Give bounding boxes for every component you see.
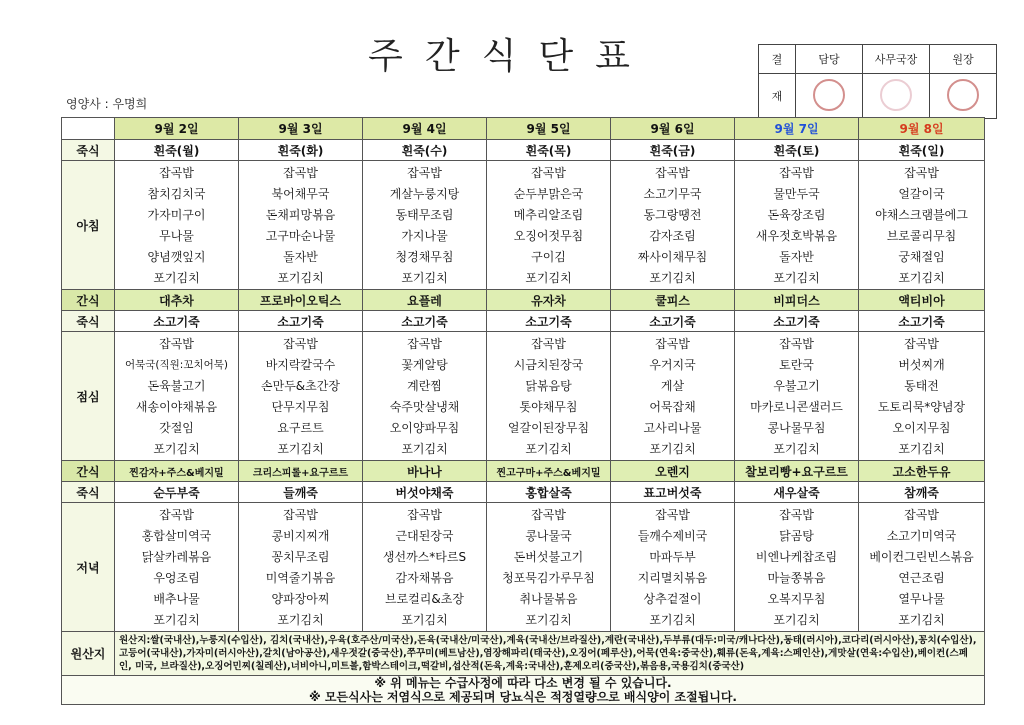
approval-role: 담당	[796, 45, 863, 74]
approval-label-top: 결	[759, 45, 796, 74]
menu-item: 갓절임	[159, 421, 194, 435]
menu-item: 바지락칼국수	[265, 358, 336, 372]
menu-item: 들깨수제비국	[637, 529, 708, 543]
menu-cell	[487, 332, 611, 461]
menu-item: 브로콜리무침	[886, 229, 957, 243]
menu-item: 잡곡밥	[407, 508, 442, 522]
notice-line: ※ 모든식사는 저염식으로 제공되며 당뇨식은 적정열량으로 배식양이 조절됩니다.	[308, 690, 737, 704]
menu-item: 포기김치	[649, 613, 696, 627]
menu-cell	[115, 332, 239, 461]
menu-item: 잡곡밥	[779, 508, 814, 522]
breakfast-row	[62, 161, 985, 290]
menu-item: 버섯찌개	[898, 358, 945, 372]
menu-item: 돌자반	[779, 250, 814, 264]
menu-item: 꽁치무조림	[271, 550, 330, 564]
menu-item: 배추나물	[153, 592, 200, 606]
juk-cell: 흰죽(목)	[487, 140, 611, 161]
menu-cell	[363, 161, 487, 290]
afternoon-snack-row	[62, 461, 985, 482]
signature-cell	[796, 74, 863, 119]
snack-cell: 고소한두유	[859, 461, 985, 482]
menu-item: 잡곡밥	[407, 337, 442, 351]
menu-cell	[611, 332, 735, 461]
menu-item: 오이지무침	[892, 421, 951, 435]
menu-item: 고구마순나물	[265, 229, 336, 243]
menu-item: 포기김치	[898, 271, 945, 285]
notice-row	[62, 676, 985, 705]
menu-item: 숙주맛살냉채	[389, 400, 460, 414]
menu-item: 돈채피망볶음	[265, 208, 336, 222]
menu-item: 잡곡밥	[655, 166, 690, 180]
menu-item: 메추리알조림	[513, 208, 584, 222]
snack-cell: 비피더스	[735, 290, 859, 311]
snack-cell: 요플레	[363, 290, 487, 311]
stamp-icon	[880, 79, 912, 111]
menu-cell	[487, 503, 611, 632]
stamp-icon	[947, 79, 979, 111]
approval-label-bottom: 재	[759, 74, 796, 119]
weekly-menu-table	[61, 117, 985, 705]
menu-item: 잡곡밥	[159, 337, 194, 351]
menu-item: 구이김	[531, 250, 566, 264]
menu-item: 돌자반	[283, 250, 318, 264]
menu-item: 포기김치	[277, 271, 324, 285]
menu-item: 잡곡밥	[531, 337, 566, 351]
menu-item: 잡곡밥	[159, 166, 194, 180]
menu-item: 무나물	[159, 229, 194, 243]
menu-item: 소고기무국	[643, 187, 702, 201]
juk-cell: 표고버섯죽	[611, 482, 735, 503]
menu-item: 청경채무침	[395, 250, 454, 264]
juk-cell: 흰죽(화)	[239, 140, 363, 161]
row-label: 원산지	[62, 632, 115, 676]
juk-cell: 들깨죽	[239, 482, 363, 503]
menu-item: 동그랑땡전	[643, 208, 702, 222]
menu-item: 토란국	[779, 358, 814, 372]
menu-item: 포기김치	[525, 613, 572, 627]
snack-cell: 바나나	[363, 461, 487, 482]
menu-item: 포기김치	[773, 442, 820, 456]
menu-item: 순두부맑은국	[513, 187, 584, 201]
juk-cell: 흰죽(수)	[363, 140, 487, 161]
menu-item: 포기김치	[525, 442, 572, 456]
menu-item: 닭곰탕	[779, 529, 814, 543]
menu-item: 포기김치	[898, 442, 945, 456]
menu-item: 잡곡밥	[283, 166, 318, 180]
menu-item: 단무지무침	[271, 400, 330, 414]
juk-cell: 참깨죽	[859, 482, 985, 503]
menu-item: 어묵잡채	[649, 400, 696, 414]
dinner-row	[62, 503, 985, 632]
menu-item: 야채스크램블에그	[875, 208, 968, 222]
menu-item: 포기김치	[898, 613, 945, 627]
snack-cell: 액티비아	[859, 290, 985, 311]
menu-item: 포기김치	[153, 613, 200, 627]
menu-item: 마카로니콘샐러드	[750, 400, 843, 414]
menu-item: 어묵국(직원:꼬치어묵)	[124, 359, 229, 371]
menu-item: 연근조림	[898, 571, 945, 585]
snack-cell: 프로바이오틱스	[239, 290, 363, 311]
menu-cell	[611, 161, 735, 290]
menu-item: 도토리묵*양념장	[877, 400, 966, 414]
snack-cell: 유자차	[487, 290, 611, 311]
menu-item: 잡곡밥	[655, 508, 690, 522]
menu-item: 잡곡밥	[779, 166, 814, 180]
snack-cell: 찐고구마+주스&베지밀	[487, 461, 611, 482]
day-header: 9월 3일	[239, 118, 363, 140]
menu-cell	[735, 161, 859, 290]
snack-cell: 찐감자+주스&베지밀	[115, 461, 239, 482]
menu-item: 잡곡밥	[904, 166, 939, 180]
menu-item: 계란찜	[407, 379, 442, 393]
menu-item: 궁채절임	[898, 250, 945, 264]
row-label: 간식	[62, 461, 115, 482]
menu-item: 잡곡밥	[159, 508, 194, 522]
menu-cell	[363, 332, 487, 461]
juk-cell: 흰죽(월)	[115, 140, 239, 161]
menu-item: 포기김치	[649, 271, 696, 285]
notice-line: ※ 위 메뉴는 수급사정에 따라 다소 변경 될 수 있습니다.	[374, 676, 672, 690]
menu-item: 새송이야채볶음	[135, 400, 218, 414]
menu-item: 닭살카레볶음	[141, 550, 212, 564]
juk-cell: 홍합살죽	[487, 482, 611, 503]
menu-item: 콩나물무침	[767, 421, 826, 435]
juk-cell: 순두부죽	[115, 482, 239, 503]
menu-item: 잡곡밥	[904, 337, 939, 351]
juk-cell: 흰죽(토)	[735, 140, 859, 161]
juk-cell: 새우살죽	[735, 482, 859, 503]
menu-item: 게살	[660, 379, 685, 393]
menu-item: 지리멸치볶음	[637, 571, 708, 585]
menu-item: 얼갈이된장무침	[507, 421, 590, 435]
menu-item: 청포묵김가루무침	[502, 571, 595, 585]
menu-item: 포기김치	[401, 442, 448, 456]
row-label: 죽식	[62, 140, 115, 161]
menu-item: 콩나물국	[525, 529, 572, 543]
menu-item: 게살누룽지탕	[389, 187, 460, 201]
menu-item: 동태전	[904, 379, 939, 393]
menu-item: 물만두국	[773, 187, 820, 201]
menu-item: 잡곡밥	[283, 337, 318, 351]
juk-cell: 소고기죽	[859, 311, 985, 332]
menu-item: 생선까스*타르S	[382, 550, 467, 564]
menu-item: 참치김치국	[147, 187, 206, 201]
menu-cell	[239, 332, 363, 461]
menu-item: 미역줄기볶음	[265, 571, 336, 585]
juk-cell: 소고기죽	[239, 311, 363, 332]
row-label: 죽식	[62, 311, 115, 332]
menu-item: 잡곡밥	[655, 337, 690, 351]
menu-item: 근대된장국	[395, 529, 454, 543]
menu-item: 돈버섯불고기	[513, 550, 584, 564]
menu-item: 베이컨그린빈스볶음	[869, 550, 974, 564]
snack-cell: 크리스피롤+요구르트	[239, 461, 363, 482]
day-header: 9월 2일	[115, 118, 239, 140]
menu-item: 시금치된장국	[513, 358, 584, 372]
menu-cell	[487, 161, 611, 290]
menu-item: 잡곡밥	[779, 337, 814, 351]
menu-cell	[611, 503, 735, 632]
juk-cell: 소고기죽	[487, 311, 611, 332]
menu-item: 상추겉절이	[643, 592, 702, 606]
menu-item: 우거지국	[649, 358, 696, 372]
menu-item: 양파장아찌	[271, 592, 330, 606]
dinner-juk-row	[62, 482, 985, 503]
menu-item: 포기김치	[773, 271, 820, 285]
menu-item: 잡곡밥	[407, 166, 442, 180]
origin-row	[62, 632, 985, 676]
juk-cell: 소고기죽	[611, 311, 735, 332]
menu-item: 잡곡밥	[531, 166, 566, 180]
juk-cell: 소고기죽	[735, 311, 859, 332]
day-header-row	[62, 118, 985, 140]
day-header: 9월 7일	[735, 118, 859, 140]
approval-role: 사무국장	[863, 45, 930, 74]
menu-item: 손만두&초간장	[261, 379, 340, 393]
menu-item: 새우젓호박볶음	[755, 229, 838, 243]
approval-box	[758, 44, 997, 119]
stamp-icon	[813, 79, 845, 111]
menu-item: 요구르트	[277, 421, 324, 435]
menu-item: 소고기미역국	[886, 529, 957, 543]
notice-cell	[62, 676, 985, 705]
breakfast-juk-row	[62, 140, 985, 161]
juk-cell: 흰죽(일)	[859, 140, 985, 161]
juk-cell: 버섯야채죽	[363, 482, 487, 503]
menu-item: 잡곡밥	[531, 508, 566, 522]
page-title: 주간식단표	[368, 36, 652, 77]
menu-item: 오이양파무침	[389, 421, 460, 435]
menu-item: 포기김치	[773, 613, 820, 627]
menu-item: 오복지무침	[767, 592, 826, 606]
menu-item: 돈육불고기	[147, 379, 206, 393]
lunch-row	[62, 332, 985, 461]
menu-cell	[115, 161, 239, 290]
menu-item: 우엉조림	[153, 571, 200, 585]
menu-item: 톳야채무침	[519, 400, 578, 414]
juk-cell: 소고기죽	[363, 311, 487, 332]
menu-item: 꽃게알탕	[401, 358, 448, 372]
menu-item: 가지나물	[401, 229, 448, 243]
menu-item: 북어채무국	[271, 187, 330, 201]
menu-item: 동태무조림	[395, 208, 454, 222]
menu-item: 양념깻잎지	[147, 250, 206, 264]
row-label: 저녁	[62, 503, 115, 632]
menu-item: 포기김치	[153, 442, 200, 456]
menu-item: 얼갈이국	[898, 187, 945, 201]
day-header: 9월 4일	[363, 118, 487, 140]
approval-role: 원장	[930, 45, 997, 74]
menu-item: 열무나물	[898, 592, 945, 606]
day-header: 9월 5일	[487, 118, 611, 140]
day-header: 9월 6일	[611, 118, 735, 140]
juk-cell: 흰죽(금)	[611, 140, 735, 161]
menu-item: 잡곡밥	[904, 508, 939, 522]
menu-item: 취나물볶음	[519, 592, 578, 606]
menu-item: 포기김치	[401, 613, 448, 627]
day-header: 9월 8일	[859, 118, 985, 140]
corner-cell	[62, 118, 115, 140]
menu-item: 브로컬리&초장	[385, 592, 464, 606]
menu-item: 포기김치	[401, 271, 448, 285]
menu-item: 마늘쫑볶음	[767, 571, 826, 585]
menu-item: 비엔나케찹조림	[755, 550, 838, 564]
menu-item: 가자미구이	[147, 208, 206, 222]
juk-cell: 소고기죽	[115, 311, 239, 332]
snack-cell: 쿨피스	[611, 290, 735, 311]
menu-item: 마파두부	[649, 550, 696, 564]
signature-cell	[863, 74, 930, 119]
origin-text: 원산지:쌀(국내산),누룽지(수입산), 김치(국내산),우육(호주산/미국산),돈육(국내산/미국산),계육(국내산/브라질산),계란(국내산),두부류(대두:미국/캐나다산),동태(러시아),코다리(러시아산),꽁치(수입산),고등어(국내산),가자미(러시아산),갈치(남아공산),새우젓갈(중국산),쭈꾸미(베트남산),염장해파리(태국산),오징어(페루산),어묵(연육:중국산),훼류(돈육,계육:스페인산),게맛살(연육:수입산),베이컨(스페인, 미국, 브라질산),오징어민찌(칠레산),너비아니,미트볼,함박스테이크,떡갈비,섭산적(돈육,계육:국내산),훈제오리(중국산),볶음용,국용김치(중국산)	[115, 632, 985, 676]
menu-cell	[115, 503, 239, 632]
menu-item: 돈육장조림	[767, 208, 826, 222]
menu-item: 포기김치	[649, 442, 696, 456]
snack-cell: 오렌지	[611, 461, 735, 482]
menu-item: 오징어젓무침	[513, 229, 584, 243]
menu-item: 홍합살미역국	[141, 529, 212, 543]
menu-item: 포기김치	[277, 442, 324, 456]
menu-cell	[239, 161, 363, 290]
menu-cell	[859, 161, 985, 290]
menu-item: 잡곡밥	[283, 508, 318, 522]
snack-cell: 대추차	[115, 290, 239, 311]
menu-item: 감자채볶음	[395, 571, 454, 585]
menu-cell	[239, 503, 363, 632]
menu-item: 포기김치	[525, 271, 572, 285]
signature-cell	[930, 74, 997, 119]
menu-cell	[735, 503, 859, 632]
snack-cell: 찰보리빵+요구르트	[735, 461, 859, 482]
row-label: 죽식	[62, 482, 115, 503]
row-label: 점심	[62, 332, 115, 461]
row-label: 간식	[62, 290, 115, 311]
row-label: 아침	[62, 161, 115, 290]
menu-item: 콩비지찌개	[271, 529, 330, 543]
menu-item: 감자조림	[649, 229, 696, 243]
menu-item: 포기김치	[153, 271, 200, 285]
menu-item: 포기김치	[277, 613, 324, 627]
morning-snack-row	[62, 290, 985, 311]
menu-item: 닭볶음탕	[525, 379, 572, 393]
menu-item: 짜사이채무침	[637, 250, 708, 264]
nutritionist-label: 영양사 : 우명희	[66, 97, 148, 111]
menu-cell	[859, 503, 985, 632]
menu-cell	[363, 503, 487, 632]
menu-cell	[859, 332, 985, 461]
lunch-juk-row	[62, 311, 985, 332]
menu-item: 우불고기	[773, 379, 820, 393]
menu-item: 고사리나물	[643, 421, 702, 435]
menu-cell	[735, 332, 859, 461]
